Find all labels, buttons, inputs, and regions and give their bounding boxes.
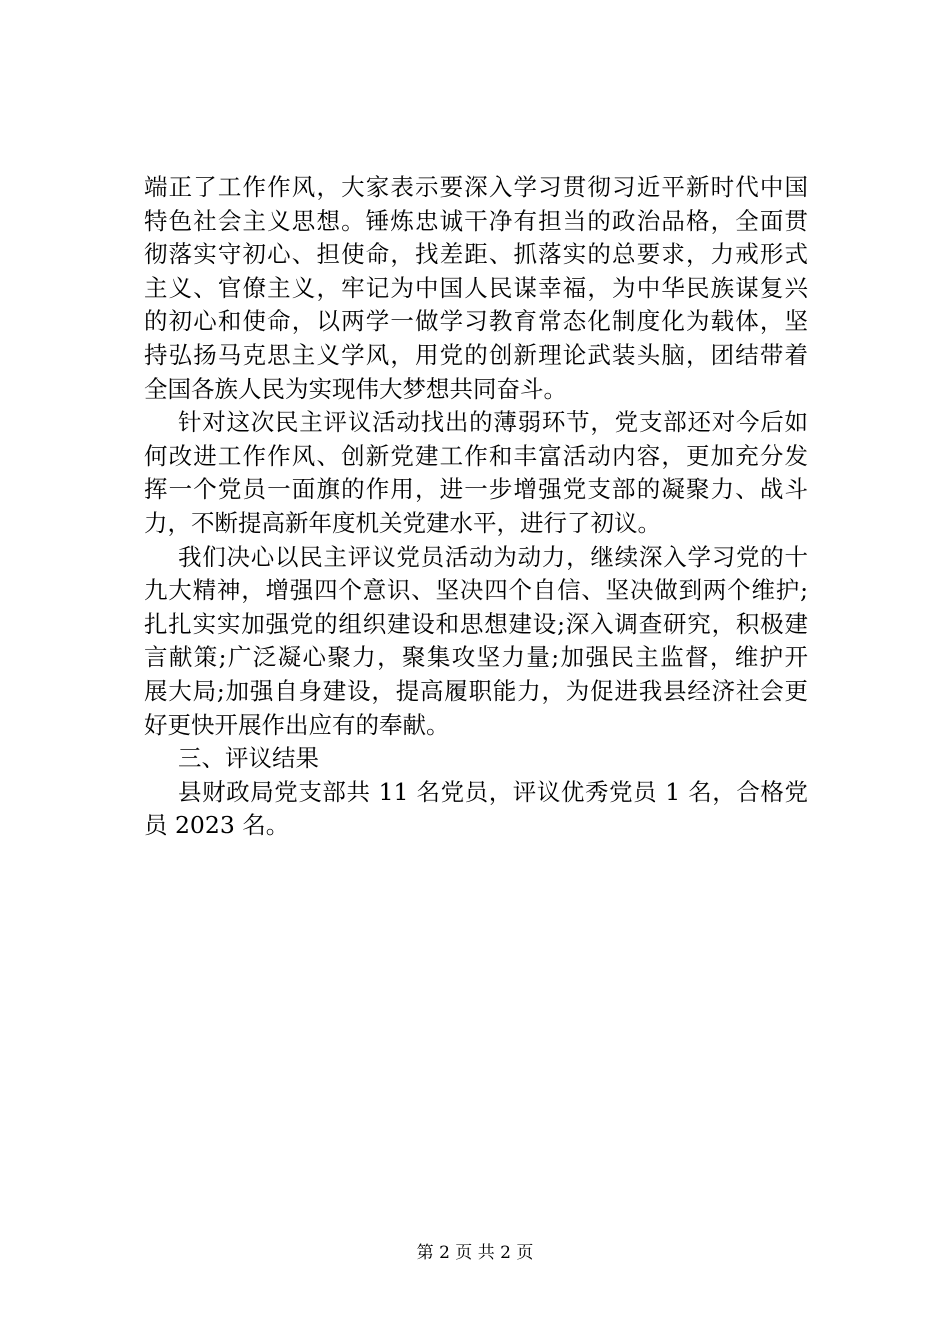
text-line: 的初心和使命，以两学一做学习教育常态化制度化为载体，坚 [144,307,808,336]
text-line: 好更快开展作出应有的奉献。 [144,710,450,739]
text-line: 言献策;广泛凝心聚力，聚集攻坚力量;加强民主监督，维护开 [144,643,808,672]
text-line: 持弘扬马克思主义学风，用党的创新理论武装头脑，团结带着 [144,340,808,369]
text-line: 扎扎实实加强党的组织建设和思想建设;深入调查研究，积极建 [144,609,808,638]
text-line: 展大局;加强自身建设，提高履职能力，为促进我县经济社会更 [144,676,808,705]
text-line: 特色社会主义思想。锤炼忠诚干净有担当的政治品格，全面贯 [144,206,808,235]
text-line: 员 2023 名。 [144,811,290,840]
text-line: 主义、官僚主义，牢记为中国人民谋幸福，为中华民族谋复兴 [144,273,808,302]
text-line: 何改进工作作风、创新党建工作和丰富活动内容，更加充分发 [144,441,808,470]
document-body [144,171,808,843]
section-heading: 三、评议结果 [178,744,319,773]
text-line: 针对这次民主评议活动找出的薄弱环节，党支部还对今后如 [178,408,808,437]
page-number-footer: 第 2 页 共 2 页 [416,1243,534,1263]
text-line: 挥一个党员一面旗的作用，进一步增强党支部的凝聚力、战斗 [144,475,808,504]
text-line: 我们决心以民主评议党员活动为动力，继续深入学习党的十 [178,542,808,571]
text-line: 彻落实守初心、担使命，找差距、抓落实的总要求，力戒形式 [144,240,808,269]
text-line: 全国各族人民为实现伟大梦想共同奋斗。 [144,374,567,403]
text-line: 端正了工作作风，大家表示要深入学习贯彻习近平新时代中国 [144,173,808,201]
text-line: 力，不断提高新年度机关党建水平，进行了初议。 [144,508,661,537]
text-line: 九大精神，增强四个意识、坚决四个自信、坚决做到两个维护; [144,576,808,605]
text-line: 县财政局党支部共 11 名党员，评议优秀党员 1 名，合格党 [178,777,808,806]
